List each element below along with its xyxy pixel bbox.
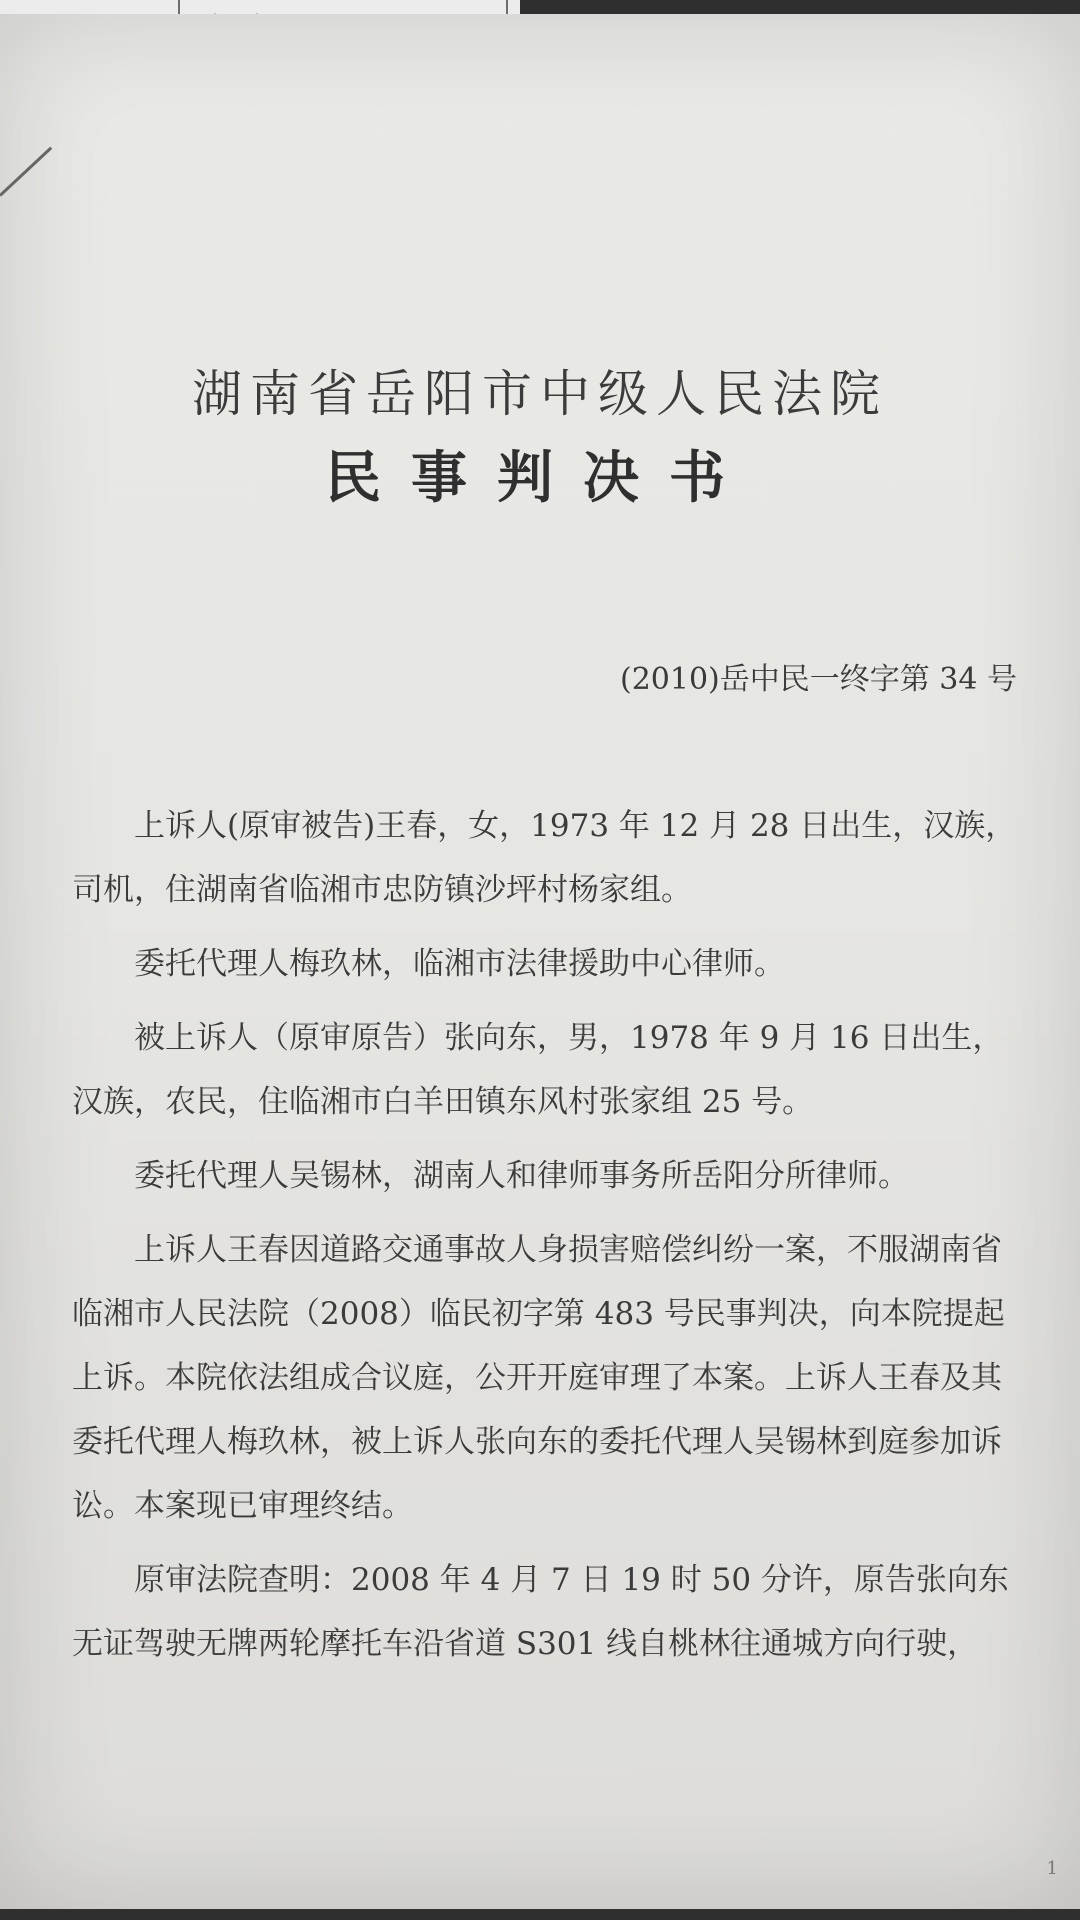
court-name-title: 湖南省岳阳市中级人民法院	[192, 365, 888, 423]
paragraph-appellant: 上诉人(原审被告)王春，女，1973 年 12 月 28 日出生，汉族，司机，住湖南省临湘市忠防镇沙坪村杨家组。	[72, 808, 1017, 908]
judgment-page	[0, 14, 1080, 1909]
paragraph-findings: 原审法院查明：2008 年 4 月 7 日 19 时 50 分许，原告张向东无证驾驶无牌两轮摩托车沿省道 S301 线自桃林往通城方向行驶，	[72, 1562, 1009, 1662]
pen-mark	[0, 147, 52, 197]
case-number: (2010)岳中民一终字第 34 号	[620, 662, 1018, 697]
paragraph-case-summary: 上诉人王春因道路交通事故人身损害赔偿纠纷一案，不服湖南省临湘市人民法院（2008）临民初字第 483 号民事判决，向本院提起上诉。本院依法组成合议庭，公开开庭审理了本案。上诉人王春及其委托代理人梅玖林，被上诉人张向东的委托代理人吴锡林到庭参加诉讼。本案现已审理终结。	[72, 1232, 1005, 1524]
page-number: 1	[1046, 1858, 1058, 1879]
paragraph-appellee: 被上诉人（原审原告）张向东，男，1978 年 9 月 16 日出生，汉族，农民，住临湘市白羊田镇东风村张家组 25 号。	[72, 1020, 1004, 1120]
document-type-title: 民事判决书	[325, 445, 755, 511]
paragraph-appellee-agent: 委托代理人吴锡林，湖南人和律师事务所岳阳分所律师。	[134, 1158, 909, 1194]
judgment-body	[72, 794, 1032, 1686]
paragraph-appellant-agent: 委托代理人梅玖林，临湘市法律援助中心律师。	[134, 946, 785, 982]
